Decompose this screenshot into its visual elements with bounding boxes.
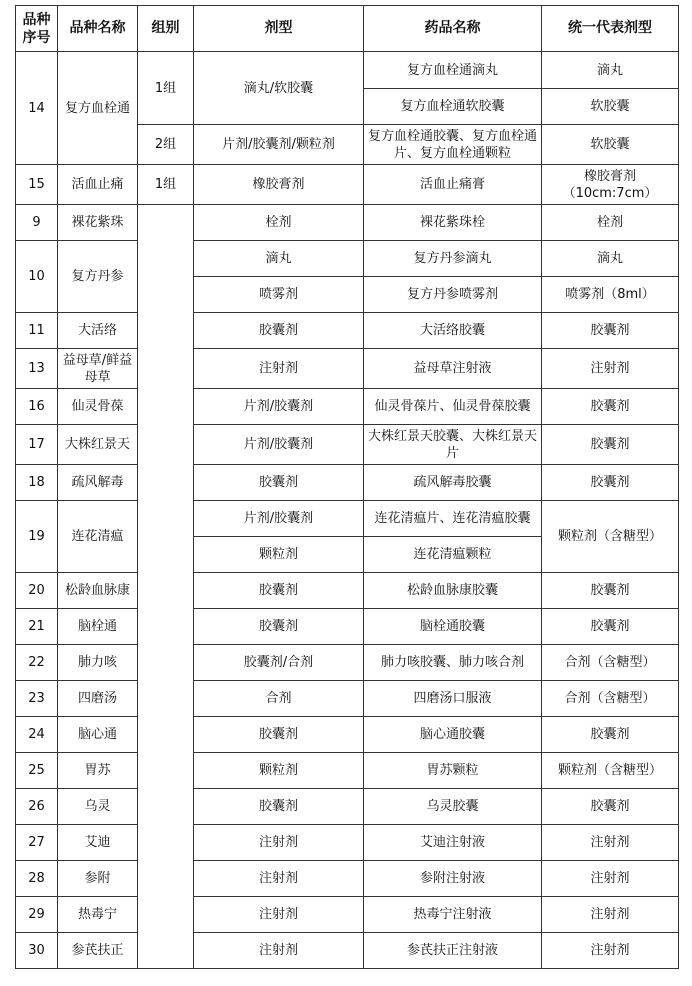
cell-dosage-form: 滴丸/软胶囊 — [194, 52, 364, 125]
table-row — [16, 789, 679, 825]
header-dosage-form: 剂型 — [194, 6, 364, 52]
cell-variety-no: 10 — [16, 241, 58, 313]
cell-representative-form: 胶囊剂 — [542, 389, 679, 425]
cell-drug-name: 益母草注射液 — [364, 349, 542, 389]
table-row — [16, 861, 679, 897]
cell-dosage-form: 颗粒剂 — [194, 753, 364, 789]
cell-variety-no: 13 — [16, 349, 58, 389]
cell-variety-name: 连花清瘟 — [58, 501, 138, 573]
cell-dosage-form: 喷雾剂 — [194, 277, 364, 313]
cell-variety-name: 仙灵骨葆 — [58, 389, 138, 425]
cell-variety-no: 20 — [16, 573, 58, 609]
cell-drug-name: 大活络胶囊 — [364, 313, 542, 349]
cell-representative-form: 注射剂 — [542, 349, 679, 389]
cell-variety-no: 15 — [16, 165, 58, 205]
cell-representative-form: 喷雾剂（8ml） — [542, 277, 679, 313]
cell-variety-no: 18 — [16, 465, 58, 501]
cell-representative-form: 注射剂 — [542, 825, 679, 861]
cell-representative-form: 胶囊剂 — [542, 425, 679, 465]
table-row — [16, 425, 679, 465]
cell-representative-form: 胶囊剂 — [542, 717, 679, 753]
cell-representative-form: 栓剂 — [542, 205, 679, 241]
table-row — [16, 897, 679, 933]
table-row — [16, 241, 679, 277]
cell-variety-name: 大株红景天 — [58, 425, 138, 465]
cell-drug-name: 活血止痛膏 — [364, 165, 542, 205]
cell-drug-name: 艾迪注射液 — [364, 825, 542, 861]
cell-dosage-form: 注射剂 — [194, 825, 364, 861]
cell-drug-name: 裸花紫珠栓 — [364, 205, 542, 241]
cell-variety-no: 16 — [16, 389, 58, 425]
cell-variety-no: 17 — [16, 425, 58, 465]
cell-drug-name: 热毒宁注射液 — [364, 897, 542, 933]
cell-variety-no: 14 — [16, 52, 58, 165]
cell-dosage-form: 栓剂 — [194, 205, 364, 241]
cell-representative-form: 软胶囊 — [542, 89, 679, 125]
cell-representative-form: 滴丸 — [542, 241, 679, 277]
cell-representative-form: 胶囊剂 — [542, 573, 679, 609]
table-row — [16, 52, 679, 89]
cell-representative-form: 注射剂 — [542, 933, 679, 969]
cell-variety-name: 复方丹参 — [58, 241, 138, 313]
table-row — [16, 933, 679, 969]
cell-drug-name: 参芪扶正注射液 — [364, 933, 542, 969]
cell-variety-no: 27 — [16, 825, 58, 861]
cell-representative-form: 胶囊剂 — [542, 465, 679, 501]
cell-drug-name: 连花清瘟片、连花清瘟胶囊 — [364, 501, 542, 537]
cell-drug-name: 复方血栓通滴丸 — [364, 52, 542, 89]
table-row — [16, 609, 679, 645]
cell-dosage-form: 胶囊剂/合剂 — [194, 645, 364, 681]
cell-representative-form: 胶囊剂 — [542, 313, 679, 349]
cell-drug-name: 复方丹参喷雾剂 — [364, 277, 542, 313]
cell-representative-form: 胶囊剂 — [542, 789, 679, 825]
cell-drug-name: 肺力咳胶囊、肺力咳合剂 — [364, 645, 542, 681]
drug-catalog-table — [15, 5, 679, 969]
cell-variety-name: 热毒宁 — [58, 897, 138, 933]
cell-dosage-form: 橡胶膏剂 — [194, 165, 364, 205]
cell-dosage-form: 注射剂 — [194, 861, 364, 897]
header-variety-no — [16, 6, 58, 52]
header-variety-no-label: 品种 序号 — [22, 11, 51, 46]
cell-variety-no: 22 — [16, 645, 58, 681]
cell-representative-form: 滴丸 — [542, 52, 679, 89]
representative-form-text: 橡胶膏剂 （10cm:7cm） — [562, 168, 658, 201]
cell-dosage-form: 注射剂 — [194, 897, 364, 933]
cell-drug-name: 连花清瘟颗粒 — [364, 537, 542, 573]
table-row — [16, 717, 679, 753]
cell-dosage-form: 滴丸 — [194, 241, 364, 277]
cell-representative-form: 注射剂 — [542, 897, 679, 933]
table-row — [16, 313, 679, 349]
cell-drug-name: 大株红景天胶囊、大株红景天片 — [364, 425, 542, 465]
cell-dosage-form: 胶囊剂 — [194, 573, 364, 609]
cell-drug-name: 脑栓通胶囊 — [364, 609, 542, 645]
cell-dosage-form: 注射剂 — [194, 349, 364, 389]
table-header-row — [16, 6, 679, 52]
cell-drug-name: 疏风解毒胶囊 — [364, 465, 542, 501]
cell-drug-name: 脑心通胶囊 — [364, 717, 542, 753]
cell-variety-no: 24 — [16, 717, 58, 753]
cell-variety-no: 9 — [16, 205, 58, 241]
table-row — [16, 573, 679, 609]
cell-variety-no: 30 — [16, 933, 58, 969]
table-row — [16, 165, 679, 205]
cell-drug-name: 胃苏颗粒 — [364, 753, 542, 789]
cell-representative-form — [542, 165, 679, 205]
cell-representative-form: 合剂（含糖型） — [542, 681, 679, 717]
cell-variety-no: 19 — [16, 501, 58, 573]
cell-variety-name: 肺力咳 — [58, 645, 138, 681]
cell-representative-form: 颗粒剂（含糖型） — [542, 753, 679, 789]
cell-drug-name: 四磨汤口服液 — [364, 681, 542, 717]
cell-variety-no: 26 — [16, 789, 58, 825]
cell-representative-form: 注射剂 — [542, 861, 679, 897]
table-row — [16, 501, 679, 537]
cell-dosage-form: 胶囊剂 — [194, 465, 364, 501]
cell-variety-name: 胃苏 — [58, 753, 138, 789]
cell-drug-name: 复方血栓通胶囊、复方血栓通片、复方血栓通颗粒 — [364, 125, 542, 165]
cell-variety-name: 参芪扶正 — [58, 933, 138, 969]
cell-variety-name: 大活络 — [58, 313, 138, 349]
cell-drug-name: 参附注射液 — [364, 861, 542, 897]
cell-representative-form: 颗粒剂（含糖型） — [542, 501, 679, 573]
cell-representative-form: 软胶囊 — [542, 125, 679, 165]
cell-dosage-form: 片剂/胶囊剂 — [194, 425, 364, 465]
cell-variety-name: 脑心通 — [58, 717, 138, 753]
cell-drug-name: 松龄血脉康胶囊 — [364, 573, 542, 609]
header-group: 组别 — [138, 6, 194, 52]
cell-dosage-form: 片剂/胶囊剂/颗粒剂 — [194, 125, 364, 165]
cell-variety-name: 活血止痛 — [58, 165, 138, 205]
cell-variety-name: 脑栓通 — [58, 609, 138, 645]
cell-group-empty — [138, 205, 194, 969]
cell-group: 1组 — [138, 52, 194, 125]
cell-drug-name: 仙灵骨葆片、仙灵骨葆胶囊 — [364, 389, 542, 425]
cell-variety-name: 四磨汤 — [58, 681, 138, 717]
cell-dosage-form: 胶囊剂 — [194, 789, 364, 825]
cell-dosage-form: 颗粒剂 — [194, 537, 364, 573]
cell-variety-name: 益母草/鲜益母草 — [58, 349, 138, 389]
cell-group: 1组 — [138, 165, 194, 205]
cell-dosage-form: 胶囊剂 — [194, 717, 364, 753]
cell-group: 2组 — [138, 125, 194, 165]
cell-drug-name: 复方血栓通软胶囊 — [364, 89, 542, 125]
cell-variety-name: 艾迪 — [58, 825, 138, 861]
cell-variety-name: 复方血栓通 — [58, 52, 138, 165]
cell-variety-name: 乌灵 — [58, 789, 138, 825]
cell-dosage-form: 注射剂 — [194, 933, 364, 969]
cell-variety-no: 28 — [16, 861, 58, 897]
header-variety-name: 品种名称 — [58, 6, 138, 52]
cell-variety-no: 29 — [16, 897, 58, 933]
cell-representative-form: 胶囊剂 — [542, 609, 679, 645]
cell-dosage-form: 片剂/胶囊剂 — [194, 501, 364, 537]
header-drug-name: 药品名称 — [364, 6, 542, 52]
cell-dosage-form: 胶囊剂 — [194, 313, 364, 349]
table-row — [16, 753, 679, 789]
cell-dosage-form: 合剂 — [194, 681, 364, 717]
table-row — [16, 681, 679, 717]
table-row — [16, 349, 679, 389]
table-row — [16, 465, 679, 501]
cell-variety-name: 松龄血脉康 — [58, 573, 138, 609]
table-row — [16, 645, 679, 681]
table-row — [16, 825, 679, 861]
cell-drug-name: 乌灵胶囊 — [364, 789, 542, 825]
cell-variety-no: 11 — [16, 313, 58, 349]
cell-dosage-form: 片剂/胶囊剂 — [194, 389, 364, 425]
cell-variety-no: 21 — [16, 609, 58, 645]
table-row — [16, 205, 679, 241]
cell-drug-name: 复方丹参滴丸 — [364, 241, 542, 277]
cell-variety-no: 23 — [16, 681, 58, 717]
cell-variety-name: 疏风解毒 — [58, 465, 138, 501]
cell-variety-no: 25 — [16, 753, 58, 789]
cell-representative-form: 合剂（含糖型） — [542, 645, 679, 681]
cell-variety-name: 参附 — [58, 861, 138, 897]
header-representative-form: 统一代表剂型 — [542, 6, 679, 52]
table-row — [16, 389, 679, 425]
cell-dosage-form: 胶囊剂 — [194, 609, 364, 645]
cell-variety-name: 裸花紫珠 — [58, 205, 138, 241]
